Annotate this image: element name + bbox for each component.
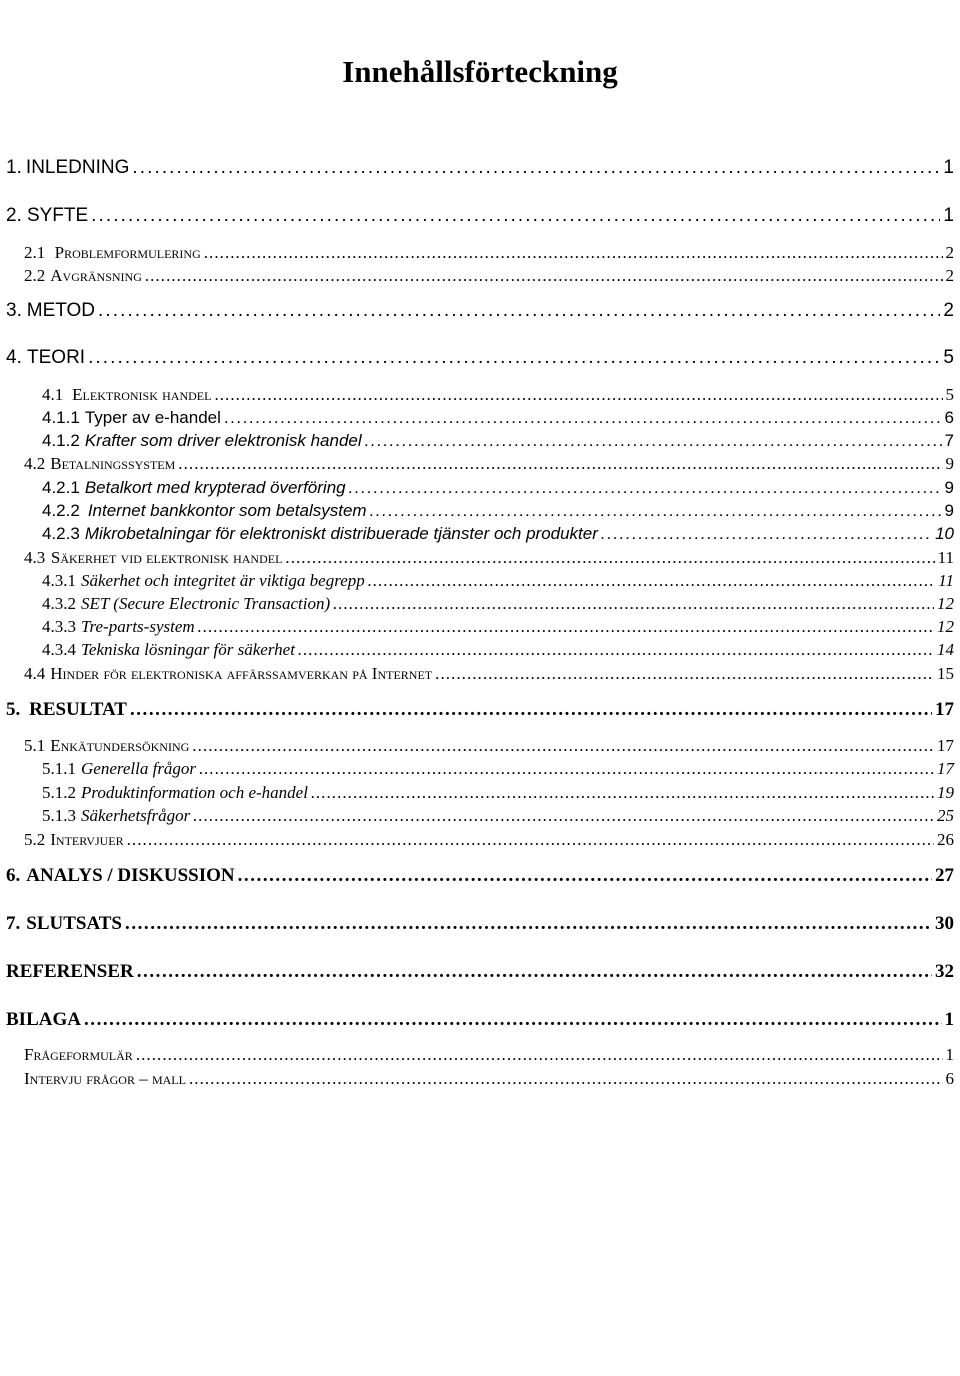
toc-entry-label: Elektronisk handel (72, 385, 212, 404)
toc-entry-page: 14 (937, 640, 954, 659)
toc-entry-number: 2. (6, 205, 22, 226)
toc-entry[interactable] (42, 594, 954, 614)
toc-leader-dots (137, 961, 932, 983)
toc-entry-number: 4.1.2 (42, 431, 80, 450)
toc-entry[interactable] (42, 478, 954, 498)
toc-entry-label: REFERENSER (6, 961, 134, 982)
toc-leader-dots (435, 664, 934, 684)
toc-entry[interactable] (6, 913, 954, 935)
toc-entry-page: 2 (945, 266, 954, 285)
toc-entry-label: ANALYS / DISKUSSION (26, 865, 235, 886)
toc-entry-number: 4.3.4 (42, 640, 76, 659)
toc-entry-label: SLUTSATS (26, 913, 123, 934)
toc-leader-dots (199, 759, 934, 779)
toc-entry-page: 11 (938, 571, 954, 590)
toc-leader-dots (84, 1009, 942, 1031)
toc-entry[interactable] (42, 783, 954, 803)
toc-entry-page: 17 (937, 759, 954, 778)
toc-entry-number: 6. (6, 865, 21, 886)
toc-entry-label: Problemformulering (54, 243, 201, 262)
toc-entry[interactable] (24, 266, 954, 286)
toc-entry[interactable] (6, 157, 954, 179)
toc-entry-page: 25 (937, 806, 954, 825)
toc-entry-page: 12 (937, 594, 954, 613)
toc-leader-dots (98, 300, 940, 322)
toc-entry-page: 27 (935, 865, 954, 886)
toc-entry-page: 1 (944, 1009, 954, 1030)
toc-entry[interactable] (24, 243, 954, 263)
toc-entry[interactable] (42, 640, 954, 660)
toc-entry[interactable] (6, 205, 954, 227)
toc-entry[interactable] (24, 548, 954, 568)
toc-entry-number: 7. (6, 913, 21, 934)
toc-entry-label: Säkerhetsfrågor (81, 806, 191, 825)
toc-entry-label: Säkerhet vid elektronisk handel (50, 548, 283, 567)
toc-leader-dots (224, 408, 942, 428)
toc-entry-number: 2.1 (24, 243, 46, 262)
toc-leader-dots (298, 640, 934, 660)
toc-leader-dots (311, 783, 934, 803)
toc-leader-dots (370, 501, 942, 521)
toc-entry[interactable] (42, 524, 954, 544)
toc-entry-number: 4.1.1 (42, 408, 80, 427)
toc-entry-label: Hinder för elektroniska affärssamverkan på Internet (50, 664, 433, 683)
toc-entry[interactable] (24, 664, 954, 684)
toc-entry-page: 26 (937, 830, 954, 849)
toc-entry-label: Mikrobetalningar för elektroniskt distribuerade tjänster och produkter (84, 524, 598, 543)
toc-entry[interactable] (24, 830, 954, 850)
toc-entry[interactable] (42, 617, 954, 637)
toc-entry-label: Avgränsning (50, 266, 142, 285)
toc-leader-dots (192, 736, 934, 756)
toc-entry-page: 1 (943, 157, 954, 178)
toc-entry-label: INLEDNING (25, 157, 130, 178)
toc-entry[interactable] (24, 454, 954, 474)
toc-leader-dots (88, 347, 940, 369)
toc-entry-page: 30 (935, 913, 954, 934)
toc-entry-label: Betalningssystem (50, 454, 176, 473)
toc-entry-number: 4.2 (24, 454, 46, 473)
toc-entry-number: 4.2.1 (42, 478, 80, 497)
toc-entry[interactable] (42, 759, 954, 779)
toc-leader-dots (214, 385, 942, 405)
toc-entry-label: Internet bankkontor som betalsystem (87, 501, 367, 520)
toc-entry-page: 9 (944, 501, 954, 520)
toc-entry[interactable] (42, 385, 954, 405)
toc-leader-dots (125, 913, 932, 935)
toc-entry-label: Tekniska lösningar för säkerhet (81, 640, 295, 659)
toc-entry-number: 4.4 (24, 664, 46, 683)
toc-entry-page: 1 (945, 1045, 954, 1064)
toc-leader-dots (333, 594, 934, 614)
toc-leader-dots (178, 454, 942, 474)
toc-leader-dots (136, 1045, 943, 1065)
toc-entry-page: 5 (945, 385, 954, 404)
toc-leader-dots (130, 699, 932, 721)
toc-leader-dots (365, 431, 942, 451)
toc-leader-dots (204, 243, 943, 263)
toc-entry-page: 15 (937, 664, 954, 683)
toc-entry[interactable] (24, 736, 954, 756)
toc-entry-number: 4.1 (42, 385, 64, 404)
toc-entry-label: Krafter som driver elektronisk handel (84, 431, 362, 450)
toc-entry-number: 5.2 (24, 830, 46, 849)
toc-entry[interactable] (6, 347, 954, 369)
toc-entry-number: 5. (6, 699, 21, 720)
toc-entry-label: SYFTE (26, 205, 89, 226)
toc-entry-label: Frågeformulär (24, 1045, 133, 1064)
toc-leader-dots (127, 830, 934, 850)
page-title: Innehållsförteckning (342, 54, 618, 89)
toc-entry-number: 3. (6, 300, 22, 321)
toc-entry-page: 10 (935, 524, 954, 543)
toc-entry-page: 2 (945, 243, 954, 262)
toc-entry-number: 5.1.3 (42, 806, 76, 825)
toc-leader-dots (132, 157, 940, 179)
toc-entry-label: RESULTAT (29, 699, 127, 720)
toc-entry-page: 17 (937, 736, 954, 755)
toc-leader-dots (91, 205, 940, 227)
toc-entry-page: 32 (935, 961, 954, 982)
toc-entry[interactable] (24, 1045, 954, 1065)
toc-entry-page: 19 (937, 783, 954, 802)
toc-leader-dots (198, 617, 934, 637)
toc-entry[interactable] (42, 806, 954, 826)
toc-leader-dots (189, 1069, 943, 1089)
toc-entry-number: 4. (6, 347, 22, 368)
toc-entry[interactable] (6, 1009, 954, 1031)
toc-entry[interactable] (24, 1069, 954, 1089)
toc-entry-page: 6 (944, 408, 954, 427)
toc-entry[interactable] (6, 300, 954, 322)
toc-entry-number: 4.2.3 (42, 524, 80, 543)
toc-entry[interactable] (6, 961, 954, 983)
toc-entry-number: 4.3.1 (42, 571, 76, 590)
toc-entry-label: Tre-parts-system (81, 617, 195, 636)
toc-entry-page: 2 (943, 300, 954, 321)
toc-entry-page: 5 (943, 347, 954, 368)
toc-leader-dots (238, 865, 932, 887)
toc-entry-number: 2.2 (24, 266, 46, 285)
toc-entry-label: TEORI (27, 347, 86, 368)
toc-leader-dots (145, 266, 943, 286)
toc-entry-page: 7 (944, 431, 954, 450)
toc-entry-number: 5.1.1 (42, 759, 76, 778)
toc-entry[interactable] (6, 865, 954, 887)
toc-entry-number: 5.1 (24, 736, 46, 755)
toc-entry-page: 12 (937, 617, 954, 636)
toc-entry[interactable] (42, 408, 954, 428)
toc-entry-label: Enkätundersökning (50, 736, 190, 755)
toc-entry-label: Produktinformation och e-handel (81, 783, 308, 802)
toc-entry-label: METOD (26, 300, 96, 321)
toc-entry-page: 17 (935, 699, 954, 720)
toc-entry-label: BILAGA (6, 1009, 81, 1030)
toc-entry-label: SET (Secure Electronic Transaction) (81, 594, 331, 613)
toc-entry-number: 4.3 (24, 548, 46, 567)
toc-leader-dots (349, 478, 942, 498)
toc-entry[interactable] (42, 571, 954, 591)
toc-entry-number: 5.1.2 (42, 783, 76, 802)
toc-entry-label: Intervjuer (50, 830, 124, 849)
toc-entry[interactable] (42, 431, 954, 451)
toc-leader-dots (368, 571, 936, 591)
toc-entry-label: Säkerhet och integritet är viktiga begrepp (81, 571, 365, 590)
toc-entry-number: 4.3.2 (42, 594, 76, 613)
toc-entry-page: 9 (945, 454, 954, 473)
toc-entry-page: 6 (945, 1069, 954, 1088)
toc-entry-number: 4.2.2 (42, 501, 80, 520)
toc-leader-dots (601, 524, 932, 544)
toc-entry[interactable] (42, 501, 954, 521)
toc-entry-page: 9 (944, 478, 954, 497)
toc-entry-page: 11 (937, 548, 954, 567)
toc-entry-number: 1. (6, 157, 22, 178)
toc-entry-number: 4.3.3 (42, 617, 76, 636)
toc-leader-dots (193, 806, 934, 826)
toc-entry-label: Intervju frågor – mall (24, 1069, 186, 1088)
toc-entry-page: 1 (943, 205, 954, 226)
toc-entry-label: Typer av e-handel (84, 408, 221, 427)
toc-entry-label: Betalkort med krypterad överföring (84, 478, 346, 497)
toc-leader-dots (285, 548, 934, 568)
toc-entry[interactable] (6, 699, 954, 721)
toc-entry-label: Generella frågor (81, 759, 197, 778)
